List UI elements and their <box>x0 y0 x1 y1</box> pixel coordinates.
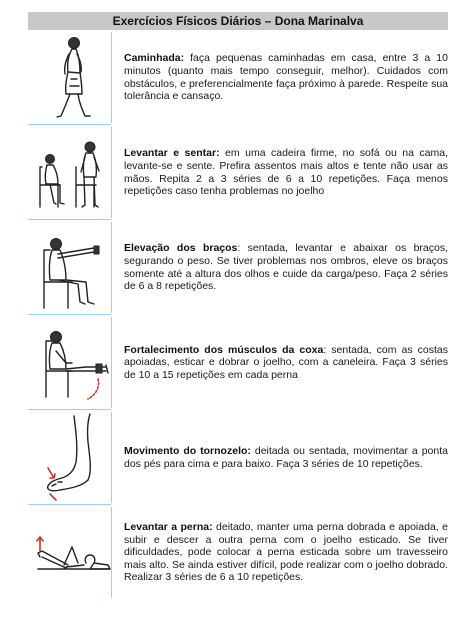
exercise-sit-stand <box>28 125 448 220</box>
page-title: Exercícios Físicos Diários – Dona Marinalva <box>28 12 448 30</box>
exercise-text <box>124 505 448 600</box>
exercise-name: Movimento do tornozelo: <box>124 444 251 457</box>
exercise-description: Movimento do tornozelo: deitada ou sentada, movimentar a ponta dos pés para cima e para baixo. Faça 3 séries de 10 repetições. <box>124 444 448 470</box>
exercise-arm-raise <box>28 220 448 315</box>
exercise-text <box>124 30 448 125</box>
exercise-description: Fortalecimento dos músculos da coxa: sentada, com as costas apoiadas, esticar e dobrar o joelho, com a caneleira. Faça 3 séries de 10 a 15 repetições em cada perna <box>124 343 448 381</box>
exercise-description: Caminhada: faça pequenas caminhadas em casa, entre 3 a 10 minutos (quanto mais tempo conseguir, melhor). Cuidados com obstáculos, e preferencialmente faça próximo à parede. Respeite sua tolerância e cansaço. <box>124 52 448 103</box>
exercise-description: Elevação dos braços: sentada, levantar e abaixar os braços, segurando o peso. Se tiver problemas nos ombros, eleve os braços somente até a altura dos olhos e cuide da carga/peso. Faça 2 séries de 6 a 8 repetições. <box>124 242 449 293</box>
leg-extension-illustration <box>28 317 112 408</box>
exercise-ankle <box>28 410 448 505</box>
leg-raise-illustration <box>28 507 112 598</box>
exercise-name: Caminhada: <box>124 52 185 65</box>
walking-illustration <box>28 32 112 123</box>
sit-stand-illustration <box>28 127 112 218</box>
exercise-text <box>124 315 448 410</box>
exercise-description: Levantar a perna: deitado, manter uma perna dobrada e apoiada, e subir e descer a outra perna com o joelho esticado. Se tiver dificuldades, pode colocar a perna esticada sobre um travesseiro mais alto. Se ainda estiver difícil, pode realizar com o joelho dobrado. Realizar 3 séries de 6 a 10 repetições. <box>124 521 448 584</box>
exercise-text <box>124 410 448 505</box>
arm-raise-illustration <box>28 222 112 313</box>
exercise-list <box>28 30 448 600</box>
exercise-sheet <box>28 12 448 600</box>
exercise-name: Levantar a perna: <box>124 521 213 534</box>
ankle-illustration <box>28 412 112 503</box>
walking-woman-icon <box>28 32 111 123</box>
exercise-name: Elevação dos braços <box>124 242 238 255</box>
exercise-leg-extension <box>28 315 448 410</box>
leg-extension-icon <box>28 317 111 408</box>
leg-raise-icon <box>28 507 111 598</box>
exercise-text <box>124 220 448 315</box>
exercise-leg-raise <box>28 505 448 600</box>
ankle-pump-icon <box>28 412 111 503</box>
sit-stand-icon <box>28 127 111 218</box>
exercise-description: Levantar e sentar: em uma cadeira firme, no sofá ou na cama, levante-se e sente. Prefira assentos mais altos e tente não usar as mãos. Repita 2 a 3 séries de 6 a 10 repetições. Faça menos repetições caso tenha problemas no joelho <box>124 147 448 198</box>
exercise-walking <box>28 30 448 125</box>
exercise-name: Levantar e sentar: <box>124 147 220 160</box>
exercise-name: Fortalecimento dos músculos da coxa <box>124 343 324 356</box>
exercise-text <box>124 125 448 220</box>
arm-raise-icon <box>28 222 111 313</box>
